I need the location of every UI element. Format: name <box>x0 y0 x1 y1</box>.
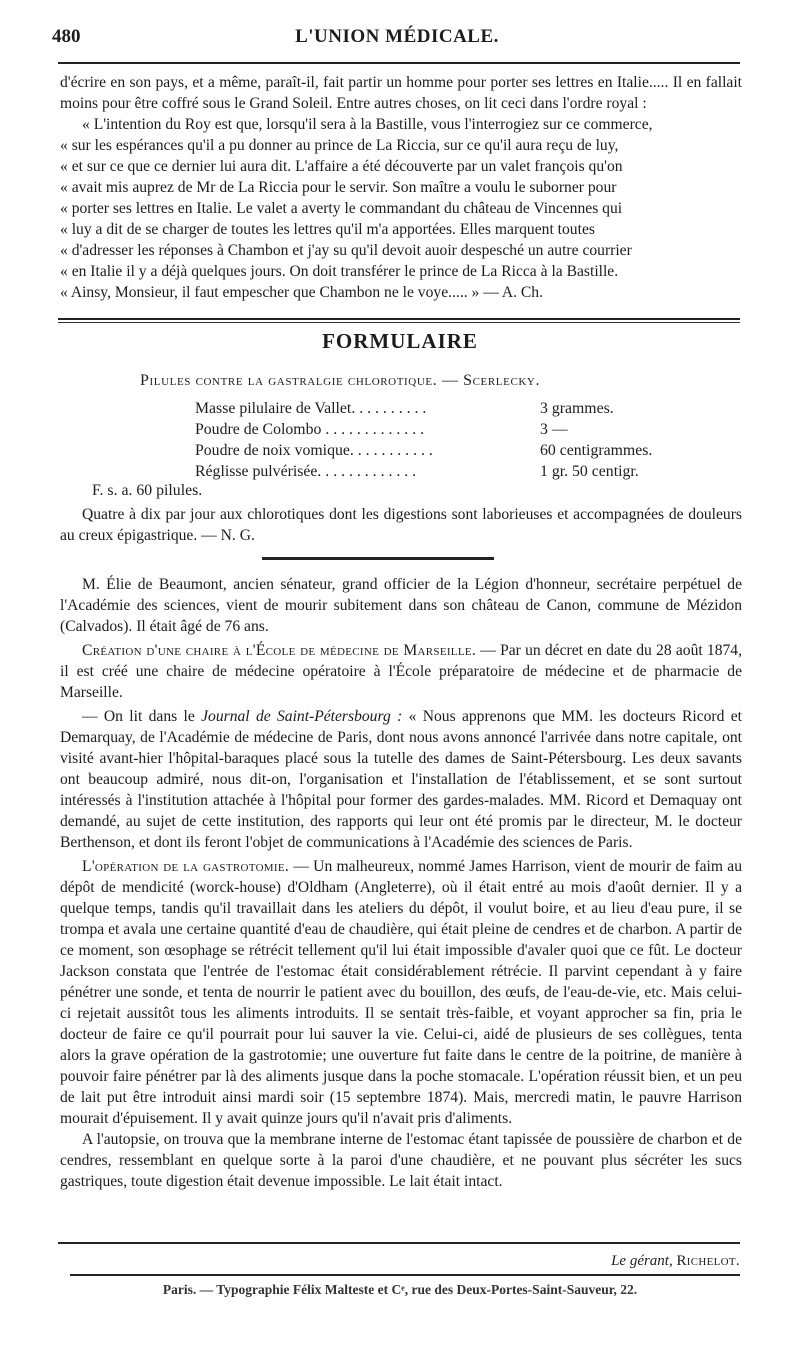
gerant-signature <box>440 1253 740 1270</box>
gastrotomie-heading: L'opération de la gastrotomie. <box>82 858 290 875</box>
gastrotomie-text: — Un malheureux, nommé James Harrison, vient de mourir de faim au dépôt de mendicité (worck-house) d'Oldham (Angleterre), où il était entré au mois d'août dernier. Il y a quelque temps, tandis qu'il travaillait dans les ateliers du dépôt, il voulut boire, et au lieu d'eau pure, il se trompa et avala une certaine quantité d'eau de chaudière, qui était pleine de cendres et de charbon. A partir de ce moment, son œsophage se rétrécit tellement qu'il lui était impossible d'avaler quoi que ce fût. Le docteur Jackson constata que l'entrée de l'estomac était considérablement rétrécie. Il parvint cependant à y faire pénétrer une sonde, et tenta de nourrir le patient avec du bouillon, des œufs, de l'eau-de-vie, etc. Mais celui-ci rejetait aussitôt tous les aliments introduits. Il se sentait très-faible, et voyant approcher sa fin, pria le docteur de faire ce qu'il pourrait pour lui sauver la vie. Celui-ci, aidé de plusieurs de ses collègues, tenta alors la grave opération de la gastrotomie; une ouverture fut faite dans le centre de la poitrine, de manière à pouvoir faire pénétrer par là des aliments jusque dans la poche stomacale. L'opération réussit bien, et un peu de lait put être introduit ainsi mardi soir (15 septembre 1874). Mais, mercredi matin, le pauvre Harrison mourait d'épuisement. Il y avait quinze jours qu'il n'avait pris d'aliments. <box>60 858 742 1127</box>
quote-line: « luy a dit de se charger de toutes les lettres qu'il m'a apportées. Elles marquent toutes <box>60 221 595 238</box>
autopsie-paragraph: A l'autopsie, on trouva que la membrane interne de l'estomac étant tapissée de poussière de charbon et de cendres, ressemblant en quelque sorte à la paroi d'une chaudière, et ne pouvant plus sécréter les sucs gastriques, toute digestion était devenue impossible. Le lait était intact. <box>60 1131 742 1190</box>
printer-imprint: Paris. — Typographie Félix Malteste et Cᵉ, rue des Deux-Portes-Saint-Sauveur, 22. <box>162 1282 638 1297</box>
page-number: 480 <box>52 26 81 47</box>
journal-paragraph <box>60 706 742 853</box>
quote-line: « Ainsy, Monsieur, il faut empescher que Chambon ne le voye..... » — A. Ch. <box>60 284 543 301</box>
usage-section <box>60 504 742 546</box>
ingredient-row <box>195 461 695 482</box>
beaumont-paragraph: M. Élie de Beaumont, ancien sénateur, grand officier de la Légion d'honneur, secrétaire perpétuel de l'Académie des sciences, vient de mourir subitement dans son château de Canon, commune de Mézidon (Calvados). Il était âgé de 76 ans. <box>60 576 742 635</box>
ingredient-name: Poudre de Colombo . . . . . . . . . . . . . <box>195 421 425 438</box>
section-rule-thin <box>58 322 740 323</box>
header-rule <box>58 62 740 64</box>
quote-line: « avait mis auprez de Mr de La Riccia pour le servir. Son maître a voulu le suborner pour <box>60 179 617 196</box>
royal-order-quote <box>60 114 742 303</box>
gerant-name: Richelot. <box>676 1253 740 1269</box>
ingredient-qty: 3 — <box>540 421 568 438</box>
usage-paragraph: Quatre à dix par jour aux chlorotiques dont les digestions sont laborieuses et accompagnées de douleurs au creux épigastrique. — N. G. <box>60 506 742 544</box>
ingredient-qty: 1 gr. 50 centigr. <box>540 463 639 480</box>
ingredient-row <box>195 398 695 419</box>
recipe-title: Pilules contre la gastralgie chlorotique. — Scerlecky. <box>140 372 541 389</box>
journal-name: Journal de Saint-Pétersbourg : <box>201 708 403 725</box>
formulaire-title: FORMULAIRE <box>322 329 478 353</box>
ingredient-row <box>195 419 695 440</box>
chaire-paragraph <box>60 640 742 703</box>
quote-line: « en Italie il y a déjà quelques jours. On doit transférer le prince de La Ricca à la Bastille. <box>60 263 619 280</box>
footer-rule <box>58 1242 740 1244</box>
quote-line: « sur les espérances qu'il a pu donner au prince de La Riccia, sur ce qu'il aura reçu de luy, <box>60 137 619 154</box>
section-rule <box>58 318 740 320</box>
quote-line: « d'adresser les réponses à Chambon et j'ay su qu'il devoit auoir despesché un autre courrier <box>60 242 632 259</box>
chaire-heading: Création d'une chaire à l'École de médecine de Marseille. <box>82 642 477 659</box>
ingredient-name: Réglisse pulvérisée. . . . . . . . . . . . . <box>195 463 417 480</box>
quote-line: « L'intention du Roy est que, lorsqu'il sera à la Bastille, vous l'interrogiez sur ce commerce, <box>82 116 653 133</box>
news-section <box>60 574 742 1192</box>
gastrotomie-paragraph <box>60 856 742 1129</box>
gerant-label: Le gérant, <box>611 1253 673 1269</box>
intro-paragraph: d'écrire en son pays, et a même, paraît-il, fait partir un homme pour porter ses lettres en Italie..... Il en fallait moins pour être coffré sous le Grand Soleil. Entre autres choses, on lit ceci dans l'ordre royal : <box>60 74 742 112</box>
fsa-line: F. s. a. 60 pilules. <box>92 482 203 499</box>
ingredient-row <box>195 440 695 461</box>
short-divider <box>262 557 494 560</box>
imprint-rule <box>70 1274 740 1276</box>
ingredient-name: Poudre de noix vomique. . . . . . . . . . . <box>195 442 433 459</box>
chaire-text: — Par un décret en date du 28 août 1874, il est créé une chaire de médecine opératoire à l'École préparatoire de médecine et de pharmacie de Marseille. <box>60 642 742 701</box>
journal-intro: — On lit dans le <box>82 708 202 725</box>
quote-line: « porter ses lettres en Italie. Le valet a averty le commandant du château de Vincennes qui <box>60 200 623 217</box>
journal-text: « Nous apprenons que MM. les docteurs Ricord et Demarquay, de l'Académie de médecine de Paris, dont nous avons annoncé l'arrivée dans notre capitale, ont visité avant-hier l'hôpital-baraques placé sous la tutelle des dames de Saint-Pétersbourg. Les deux savants ont beaucoup admiré, nous dit-on, l'organisation et l'installation de l'établissement, et se sont surtout intéressés à l'institution attachée à l'hôpital pour former des gardes-malades. MM. Ricord et Demaquay ont demandé, au sujet de cette institution, des rapports qui leur ont été promis par le directeur, M. le docteur Berthenson, et dont ils feront l'objet de communications à l'Académie des sciences de Paris. <box>60 708 742 851</box>
quote-line: « et sur ce que ce dernier lui aura dit. L'affaire a été découverte par un valet françois qu'on <box>60 158 623 175</box>
ingredient-list <box>195 398 695 482</box>
ingredient-qty: 3 grammes. <box>540 400 614 417</box>
page-header <box>52 26 742 56</box>
ingredient-qty: 60 centigrammes. <box>540 442 653 459</box>
intro-section <box>60 72 742 303</box>
journal-title: L'UNION MÉDICALE. <box>295 26 499 47</box>
ingredient-name: Masse pilulaire de Vallet. . . . . . . . . . <box>195 400 427 417</box>
